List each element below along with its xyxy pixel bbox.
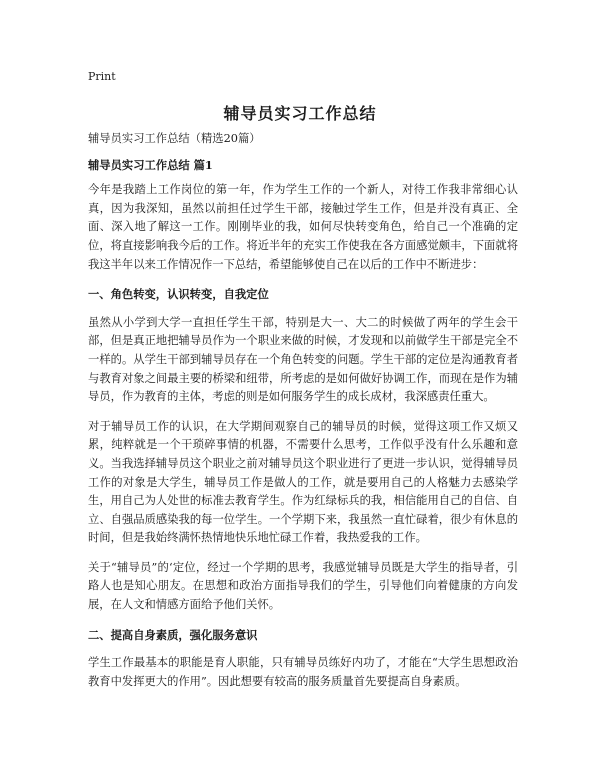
paragraph-1: 虽然从小学到大学一直担任学生干部，特别是大一、大二的时候做了两年的学生会干部，但是真正地把辅导员作为一个职业来做的时候，才发现和以前做学生干部是完全不一样的。从学生干部到辅导员存在一个角色转变的问题。学生干部的定位是沟通教育者与教育对象之间最主要的桥梁和纽带，所考虑的是如何做好协调工作，而现在是作为辅导员，作为教育的主体，考虑的则是如何服务学生的成长成材，我深感责任重大。 xyxy=(88,315,518,404)
paragraph-2: 对于辅导员工作的认识，在大学期间观察自己的辅导员的时候，觉得这项工作又烦又累，纯粹就是一个干琐碎事情的机器，不需要什么思考，工作似乎没有什么乐趣和意义。当我选择辅导员这个职业之前对辅导员这个职业进行了更进一步认识，觉得辅导员工作的对象是大学生，辅导员工作是做人的工作，就是要用自己的人格魅力去感染学生，用自己为人处世的标准去教育学生。作为红绿标兵的我，相信能用自己的自信、自立、自强品质感染我的每一位学生。一个学期下来，我虽然一直忙碌着，很少有休息的时间，但是我始终满怀热情地快乐地忙碌工作着，我热爱我的工作。 xyxy=(88,419,518,545)
intro-paragraph: 今年是我踏上工作岗位的第一年，作为学生工作的一个新人，对待工作我非常细心认真，因为我深知，虽然以前担任过学生干部，接触过学生工作，但是并没有真正、全面、深入地了解这一工作。刚刚毕业的我，如何尽快转变角色，给自己一个准确的定位，将直接影响我今后的工作。将近半年的充实工作使我在各方面感觉颇丰，下面就将我这半年以来工作情况作一下总结，希望能够使自己在以后的工作中不断进步： xyxy=(88,183,518,271)
paragraph-3: 关于“辅导员”的‘定位，经过一个学期的思考，我感觉辅导员既是大学生的指导者，引路人也是知心朋友。在思想和政治方面指导我们的学生，引导他们向着健康的方向发展，在人文和情感方面给予他们关怀。 xyxy=(88,560,518,612)
section-heading-1: 一、角色转变，认识转变，自我定位 xyxy=(88,287,269,302)
document-subtitle: 辅导员实习工作总结（精选20篇） xyxy=(88,132,261,145)
section-heading-2: 二、提高自身素质，强化服务意识 xyxy=(88,627,258,642)
print-label[interactable]: Print xyxy=(88,70,116,83)
document-body xyxy=(88,130,518,702)
article-heading: 辅导员实习工作总结 篇1 xyxy=(88,157,213,172)
paragraph-4: 学生工作最基本的职能是育人职能，只有辅导员练好内功了，才能在“大学生思想政治教育中发挥更大的作用”。因此想要有较高的服务质量首先要提高自身素质。 xyxy=(88,656,518,688)
document-title: 辅导员实习工作总结 xyxy=(223,104,377,123)
